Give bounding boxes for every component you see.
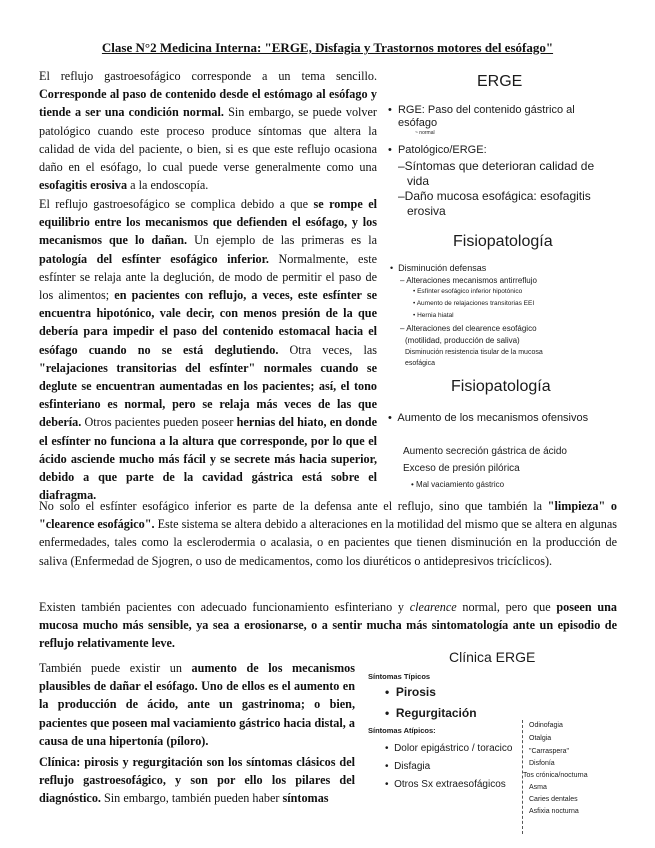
paragraph-clinic: Clínica: pirosis y regurgitación son los síntomas clásicos del reflujo gastroesofágico, y son por ello los pilares del diagnóstico. Sin embargo, también pueden haber síntomas [39,755,355,806]
slide-title: Fisiopatología [451,378,551,395]
paragraph-pathophysiology: El reflujo gastroesofágico se complica debido a que se rompe el equilibrio entre los mecanismos que defienden el esófago, y los mecanismos que lo dañan. Un ejemplo de las primeras es la patología del esfínter esofágico inferior. Normalmente, este esfínter se relaja ante la deglución, de modo de permitir el paso de los alimentos; en pacientes con reflujo, a veces, este esfínter se encuentra hipotónico, vale decir, con menos presión de la que debería para impedir el paso del contenido estomacal hacia el esófago cuando no se está deglutiendo. Otra veces, las "relajaciones transitorias del esfínter" normales cuando se deglute se encuentran aumentadas en los pacientes; así, el tono esfinteriano es normal, pero se relaja más veces de las que debería. Otros pacientes pueden poseer hernias del hiato, en donde el esfínter no funciona a la altura que corresponde, por lo que el ácido asciende mucho más fácil y se secrete más hacia superior, debido a que parte de la cavidad gástrica está sobre el diafragma. [39,197,377,503]
slide-title: Fisiopatología [453,233,553,250]
paragraph-intro: El reflujo gastroesofágico corresponde a un tema sencillo. Corresponde al paso de contenido desde el estómago al esófago y tiende a ser una condición normal. Sin embargo, se puede volver patológico cuando este proceso produce síntomas que altera la calidad de vida del paciente, o bien, si es que este reflujo ocasiona daño en el esófago, lo cual puede verse generalmente como una esofagitis erosiva a la endoscopía. [39,69,377,193]
paragraph-offensive-mechanisms: También puede existir un aumento de los mecanismos plausibles de dañar el esófago. Uno de ellos es el aumento en la producción de ácido, ante un gastrinoma; o bien, pacientes que poseen mal vaciamiento gástrico hacia distal, a causa de una hipertonía (píloro). [39,661,355,748]
slide-erge: ERGE • RGE: Paso del contenido gástrico al esófago ~ normal • Patológico/ERGE: –Síntomas que deterioran calidad de vida –Daño mucosa esofágica: esofagitis erosiva [388,73,595,218]
slide-clinica-erge: Clínica ERGE Síntomas Típicos • Pirosis • Regurgitación Síntomas Atípicos: • Dolor epigástrico / toracico • Disfagia • Otros Sx extraesofágicos Odinofagia Otalgia "Carraspera" Disfonía Tos crónica/nocturna Asma Caries dentales Asfixia nocturna [365,648,635,838]
paragraph-mucosa: Existen también pacientes con adecuado funcionamiento esfinteriano y clearence normal, pero que poseen una mucosa mucho más sensible, ya sea a erosionarse, o a sentir mucha más sintomatología ante un episodio de reflujo relativamente leve. [39,600,617,651]
slide-fisiopatologia-ofensivos: Fisiopatología • Aumento de los mecanismos ofensivos Aumento secreción gástrica de ácido Exceso de presión pilórica • Mal vaciamiento gástrico [388,378,589,489]
slide-fisiopatologia-defensas: Fisiopatología • Disminución defensas – Alteraciones mecanismos antirreflujo • Esfínter esofágico inferior hipotónico • Aumento de relajaciones transitorias EEI • Hernia hiatal – Alteraciones del clearence esofágico (motilidad, producción de saliva) Disminución resistencia tisular de la mucosa esofágica [390,233,553,367]
bullet-text: • Patológico/ERGE: [388,144,487,156]
bullet-text: • RGE: Paso del contenido gástrico al [388,104,575,116]
paragraph-clearance: No solo el esfínter esofágico inferior es parte de la defensa ante el reflujo, sino que también la "limpieza" o "clearence esofágico". Este sistema se altera debido a alteraciones en la motilidad del mismo que se altera en algunas enfermedades, tales como la esclerodermia o acalasia, o en pacientes que tienen disminución en la producción de saliva (Enfermedad de Sjogren, o uso de medicamentos, como los diuréticos o antidepresivos tricíclicos). [39,499,617,568]
slide-title: ERGE [477,73,523,90]
page-title: Clase N°2 Medicina Interna: "ERGE, Disfagia y Trastornos motores del esófago" [101,40,554,55]
slide-title: Clínica ERGE [449,649,536,665]
